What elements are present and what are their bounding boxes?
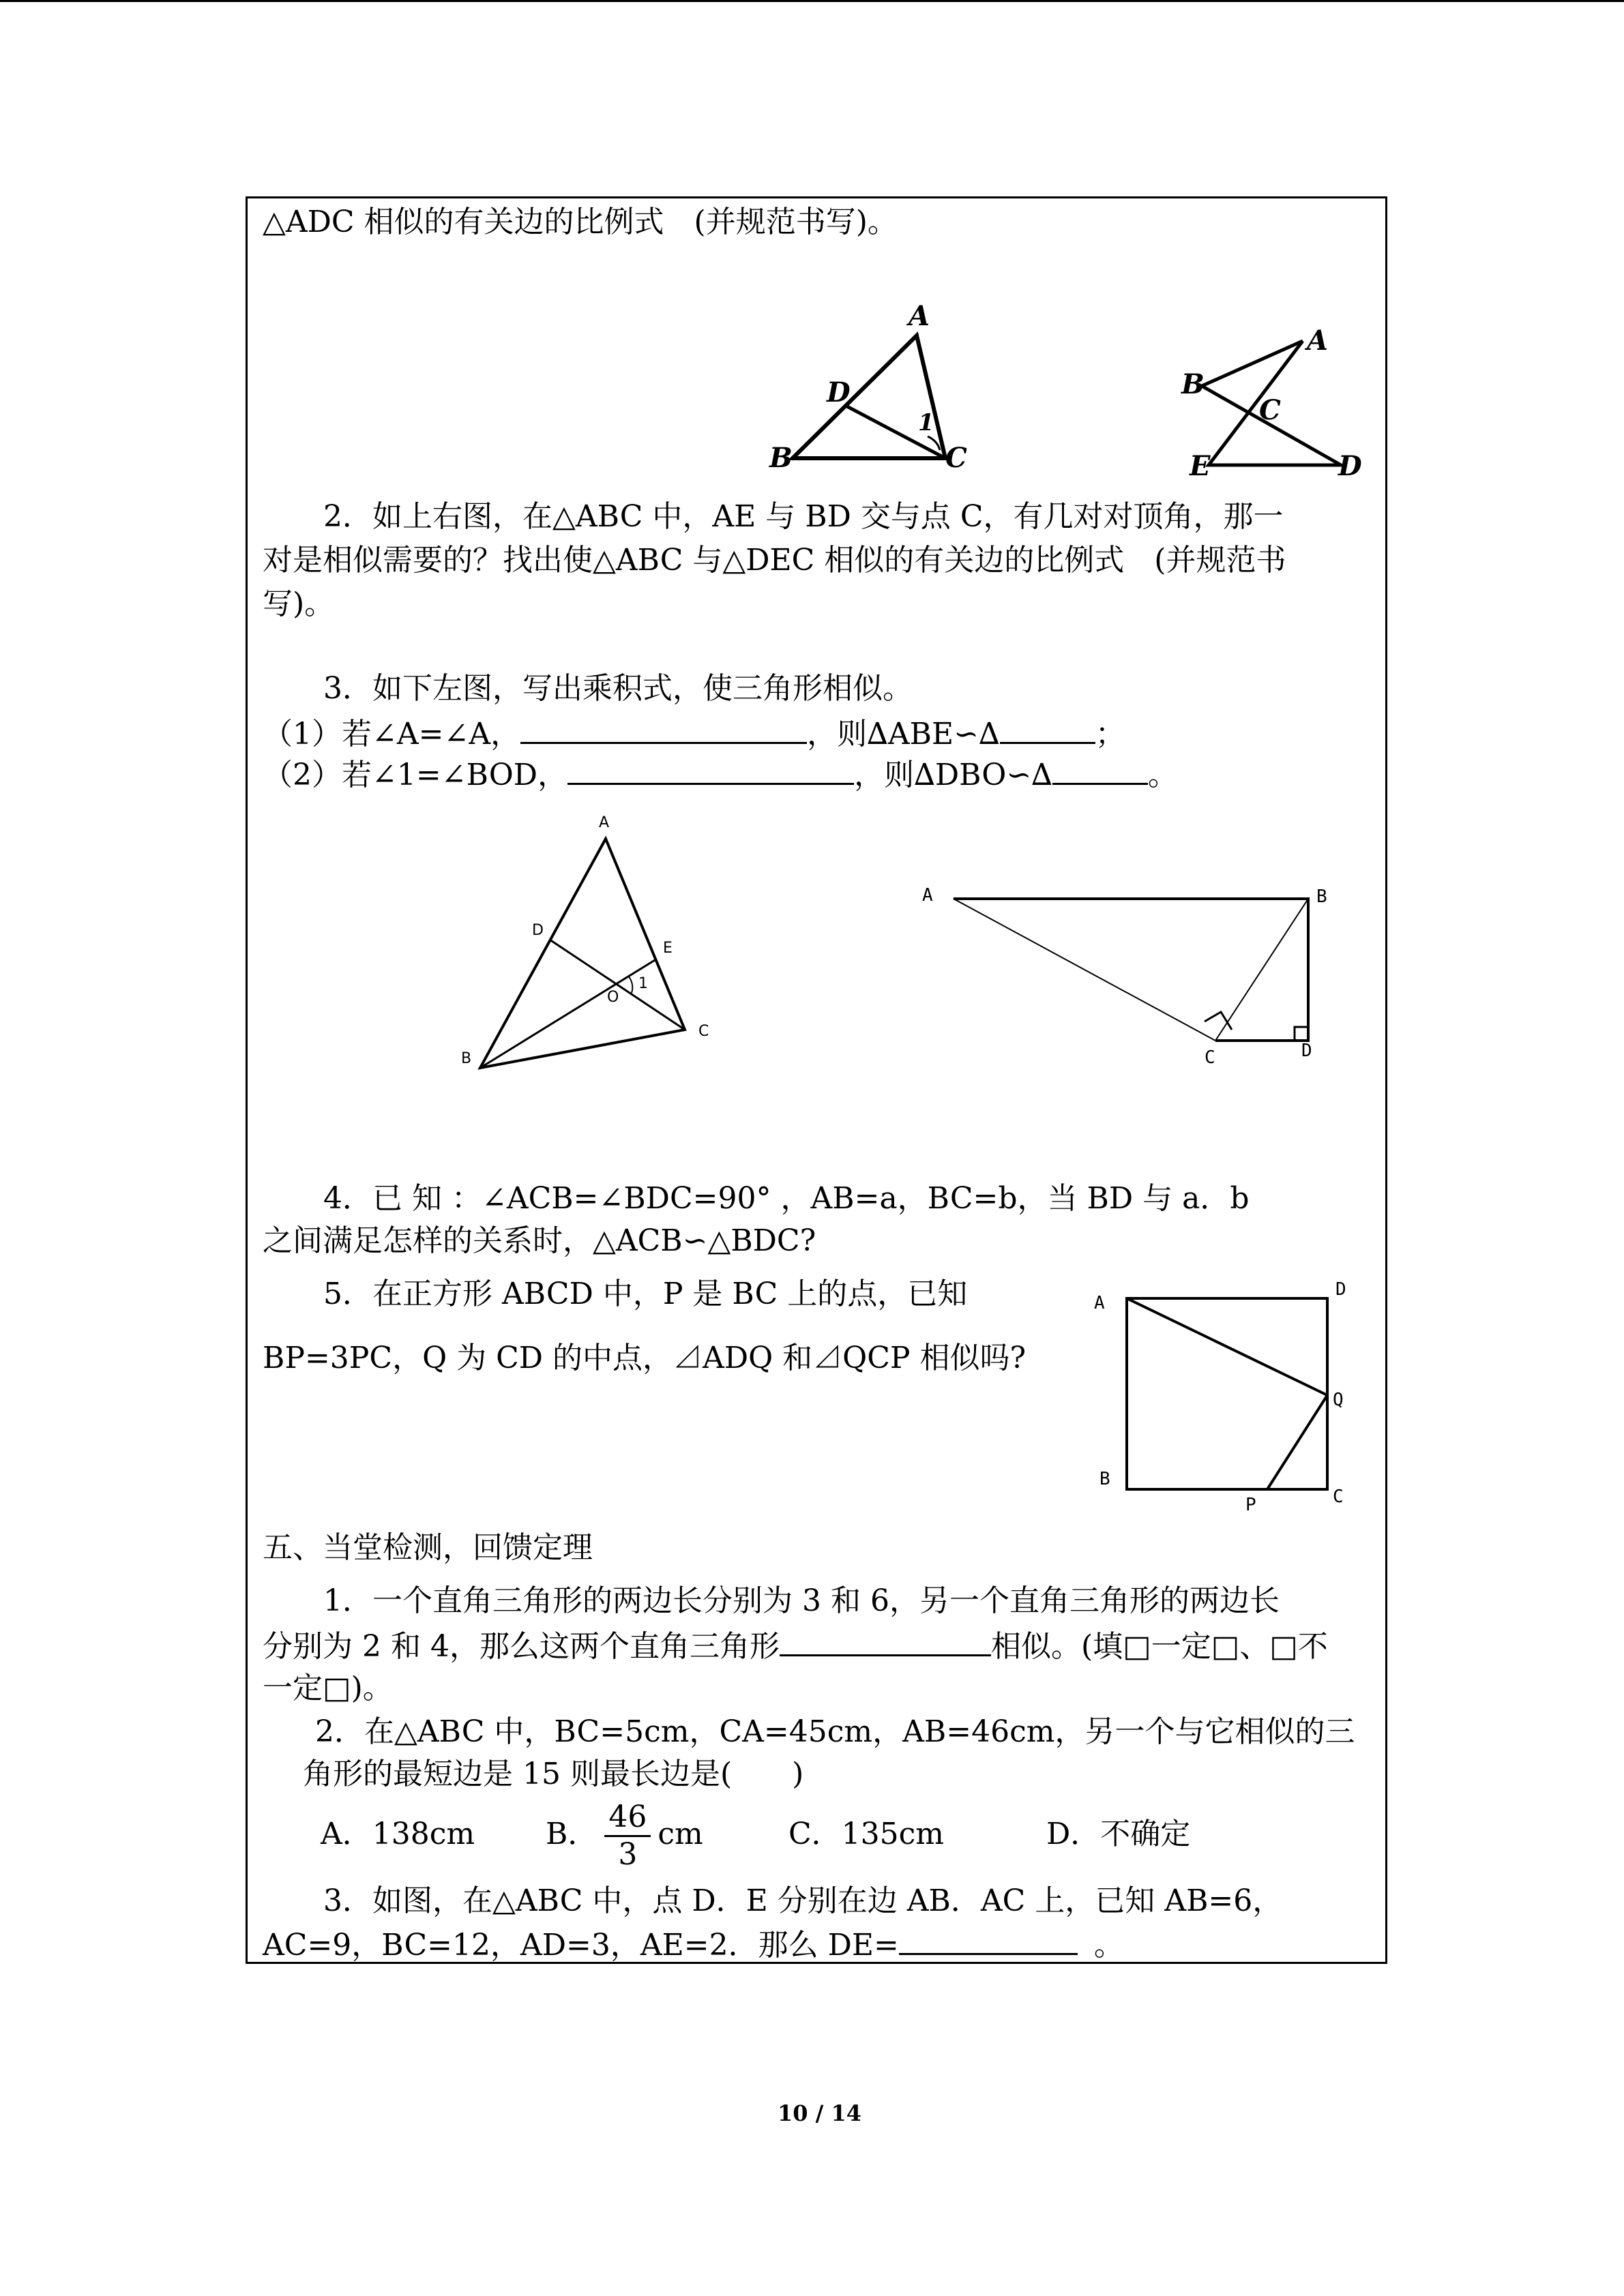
fig1-label-a: A — [909, 300, 930, 332]
test-1-line-3: 一定□)。 — [263, 1671, 393, 1705]
line-adc-proportion: △ADC 相似的有关边的比例式 (并规范书写)。 — [263, 205, 898, 239]
fig2-label-e: E — [1190, 450, 1211, 482]
q3-1-then: ，则∆ABE∽∆ — [807, 717, 1000, 751]
page-number: 10 / 14 — [778, 2100, 862, 2126]
fig1-angle-label: 1 — [918, 409, 934, 436]
fig3-label-e: E — [663, 940, 673, 957]
test-1-text: 分别为 2 和 4，那么这两个直角三角形 — [263, 1629, 780, 1664]
question-2-line-2: 对是相似需要的？找出使△ABC 与△DEC 相似的有关边的比例式 (并规范书 — [263, 543, 1286, 578]
fig3-label-o: O — [607, 989, 619, 1006]
fig1-label-d: D — [827, 376, 851, 408]
fig4-label-b: B — [1316, 886, 1327, 907]
test-2-option-a: A．138cm — [321, 1817, 475, 1851]
q3-2-then: ，则∆DBO∽∆ — [854, 758, 1052, 792]
section-5-heading: 五、当堂检测，回馈定理 — [263, 1530, 593, 1565]
question-2-line-1: 2．如上右图，在△ABC 中，AE 与 BD 交与点 C，有几对对顶角，那一 — [323, 499, 1284, 534]
fig5-label-p: P — [1245, 1495, 1256, 1515]
question-4-line-1: 4．已 知 ：∠ACB=∠BDC=90° ，AB=a，BC=b，当 BD 与 a．b — [323, 1181, 1250, 1216]
question-5-line-1: 5．在正方形 ABCD 中，P 是 BC 上的点，已知 — [323, 1277, 968, 1311]
fig4-label-a: A — [922, 885, 933, 906]
test-1-line-1: 1．一个直角三角形的两边长分别为 3 和 6，另一个直角三角形的两边长 — [323, 1583, 1280, 1618]
q3-2-condition: （2）若∠1=∠BOD， — [263, 758, 568, 792]
test-3-line-1: 3．如图，在△ABC 中，点 D．E 分别在边 AB．AC 上，已知 AB=6， — [323, 1883, 1283, 1918]
fig3-label-c: C — [698, 1023, 709, 1040]
fig5-label-b: B — [1099, 1469, 1110, 1489]
fig1-label-b: B — [769, 442, 793, 474]
fig2-label-b: B — [1181, 368, 1205, 400]
fig3-label-a: A — [599, 814, 610, 831]
fig3-label-b: B — [461, 1050, 472, 1067]
option-b-numerator: 46 — [604, 1800, 651, 1837]
question-5-line-2: BP=3PC，Q 为 CD 的中点，⊿ADQ 和⊿QCP 相似吗? — [263, 1341, 1027, 1375]
test-2-line-2: 角形的最短边是 15 则最长边是( ) — [303, 1757, 804, 1791]
fig4-label-d: D — [1301, 1041, 1312, 1061]
test-2-option-d: D．不确定 — [1046, 1817, 1191, 1851]
fig2-label-d: D — [1338, 450, 1362, 482]
fig3-label-d: D — [532, 922, 544, 939]
question-3-title: 3．如下左图，写出乘积式，使三角形相似。 — [323, 671, 913, 706]
q3-1-end: ； — [1095, 717, 1125, 751]
fig2-label-c: C — [1259, 394, 1281, 426]
fig5-label-q: Q — [1333, 1390, 1344, 1410]
fig2-label-a: A — [1307, 325, 1329, 357]
q3-1-condition: （1）若∠A=∠A， — [263, 717, 521, 751]
test-1-options: 相似。(填□一定□、□不 — [990, 1629, 1328, 1664]
fig1-label-c: C — [945, 442, 967, 474]
test-3-end: 。 — [1093, 1928, 1124, 1963]
test-2-option-c: C．135cm — [788, 1817, 945, 1851]
fig3-angle-label: 1 — [638, 975, 648, 992]
fig5-label-c: C — [1333, 1487, 1344, 1507]
question-2-line-3: 写)。 — [263, 586, 335, 621]
q3-2-end: 。 — [1147, 758, 1178, 792]
fig5-label-d: D — [1335, 1279, 1346, 1300]
option-b-unit: cm — [658, 1817, 703, 1851]
option-b-label: B． — [546, 1817, 598, 1851]
fig5-label-a: A — [1094, 1293, 1105, 1313]
fig4-label-c: C — [1205, 1047, 1215, 1068]
test-3-text: AC=9，BC=12，AD=3，AE=2．那么 DE= — [263, 1928, 899, 1963]
question-4-line-2: 之间满足怎样的关系时，△ACB∽△BDC? — [263, 1223, 816, 1258]
option-b-denominator: 3 — [618, 1837, 638, 1872]
test-2-line-1: 2．在△ABC 中，BC=5cm，CA=45cm，AB=46cm，另一个与它相似的三 — [315, 1714, 1355, 1749]
